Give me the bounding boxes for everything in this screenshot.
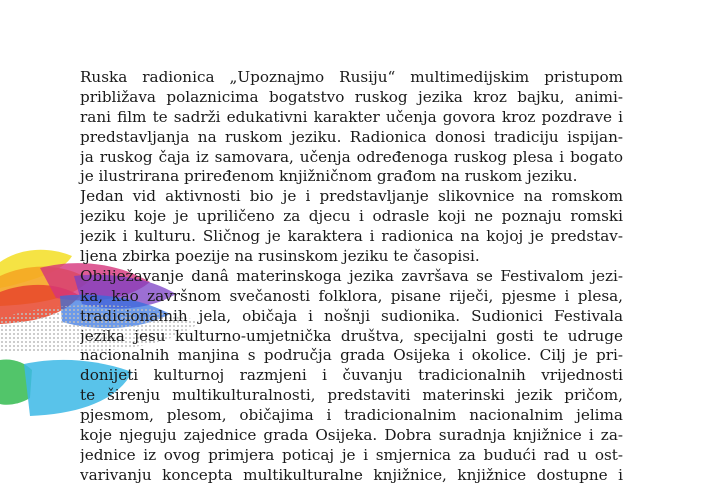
text-line: tradicionalnih jela, običaja i nošnji sudionika. Sudionici Festivala — [80, 306, 623, 325]
text-line: jezika jesu kulturno-umjetnička društva, specijalni gosti te udruge — [80, 326, 623, 345]
text-line: nacionalnih manjina s područja grada Osijeka i okolice. Cilj je pri- — [80, 346, 623, 365]
text-line: približava polaznicima bogatstvo ruskog jezika kroz bajku, animi- — [80, 87, 623, 106]
text-line: jeziku koje je upriličeno za djecu i odrasle koji ne poznaju romski — [80, 207, 623, 226]
text-line: te širenju multikulturalnosti, predstaviti materinski jezik pričom, — [80, 386, 623, 405]
text-line: Ruska radionica „Upoznajmo Rusiju“ multimedijskim pristupom — [80, 68, 623, 86]
text-line: Obilježavanje danâ materinskoga jezika završava se Festivalom jezi- — [80, 266, 623, 285]
text-line: jednice iz ovog primjera poticaj je i smjernica za budući rad u ost- — [80, 445, 623, 464]
text-line: ka, kao završnom svečanosti folklora, pisane riječi, pjesme i plesa, — [80, 286, 623, 305]
text-line: rani film te sadrži edukativni karakter učenja govora kroz pozdrave i — [80, 107, 623, 126]
text-line: ljena zbirka poezije na rusinskom jeziku te časopisi. — [80, 247, 480, 266]
body-text — [80, 68, 623, 486]
text-line: varivanju koncepta multikulturalne knjižnice, knjižnice dostupne i — [80, 465, 623, 484]
text-line: donijeti kulturnoj razmjeni i čuvanju tradicionalnih vrijednosti — [80, 366, 623, 385]
text-line: Jedan vid aktivnosti bio je i predstavljanje slikovnice na romskom — [80, 187, 623, 206]
text-line: ja ruskog čaja iz samovara, učenja određenoga ruskog plesa i bogato — [80, 147, 623, 166]
text-line: koje njeguju zajednice grada Osijeka. Dobra suradnja knjižnice i za- — [80, 426, 623, 445]
text-line: je ilustrirana priređenom knjižničnom građom na ruskom jeziku. — [80, 167, 578, 186]
text-line: jezik i kulturu. Sličnog je karaktera i radionica na kojoj je predstav- — [80, 227, 623, 246]
text-line: predstavljanja na ruskom jeziku. Radionica donosi tradiciju ispijan- — [80, 127, 623, 146]
text-line: pjesmom, plesom, običajima i tradicionalnim nacionalnim jelima — [80, 406, 623, 425]
